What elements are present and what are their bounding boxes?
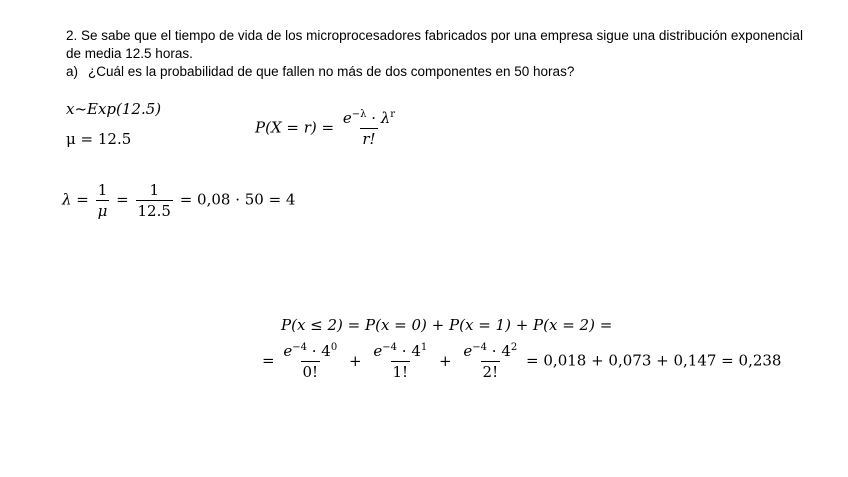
mean-expr: μ = 12.5 xyxy=(66,130,132,148)
sum-expr: P(x ≤ 2) = P(x = 0) + P(x = 1) + P(x = 2) = xyxy=(281,316,613,334)
final-result: = 0,018 + 0,073 + 0,147 = 0,238 xyxy=(526,351,782,370)
mean-line xyxy=(66,130,131,148)
distribution-expr: x~Exp(12.5) xyxy=(66,100,162,118)
plus-2: + xyxy=(439,351,452,370)
lambda-fraction-2: $\frac{1}{12.5}$ xyxy=(137,181,171,220)
poisson-denominator: r! xyxy=(362,130,376,148)
lambda-lhs: λ = xyxy=(62,190,89,209)
sum-line xyxy=(281,316,612,334)
terms-equals: = xyxy=(262,351,275,370)
terms-line xyxy=(262,343,781,380)
distribution-line xyxy=(66,100,161,118)
poisson-lhs: P(X = r) = xyxy=(255,118,335,137)
term-1: $\frac{e^{-4} \cdot 4^1}{1!}$ xyxy=(373,342,428,381)
term-2: $\frac{e^{-4} \cdot 4^2}{2!}$ xyxy=(463,342,518,381)
poisson-formula xyxy=(255,110,399,147)
poisson-fraction xyxy=(341,110,397,147)
sub-question-text: ¿Cuál es la probabilidad de que fallen no más de dos componentes en 50 horas? xyxy=(88,64,575,79)
plus-1: + xyxy=(349,351,362,370)
problem-statement: 2. Se sabe que el tiempo de vida de los microprocesadores fabricados por una empresa sigue una distribución exponencial de media 12.5 horas. xyxy=(66,28,803,61)
problem-text xyxy=(66,27,806,81)
lambda-fraction-1: $\frac{1}{\mu}$ xyxy=(97,181,108,220)
lambda-equals: = xyxy=(116,190,129,209)
lambda-result: = 0,08 · 50 = 4 xyxy=(179,190,296,209)
sub-letter: a) xyxy=(66,64,79,79)
term-0: $\frac{e^{-4} \cdot 4^0}{0!}$ xyxy=(283,342,338,381)
sub-question xyxy=(66,63,806,81)
lambda-line xyxy=(62,182,295,219)
poisson-numerator: $e^{-\lambda} \cdot \lambda^r$ xyxy=(342,109,396,127)
